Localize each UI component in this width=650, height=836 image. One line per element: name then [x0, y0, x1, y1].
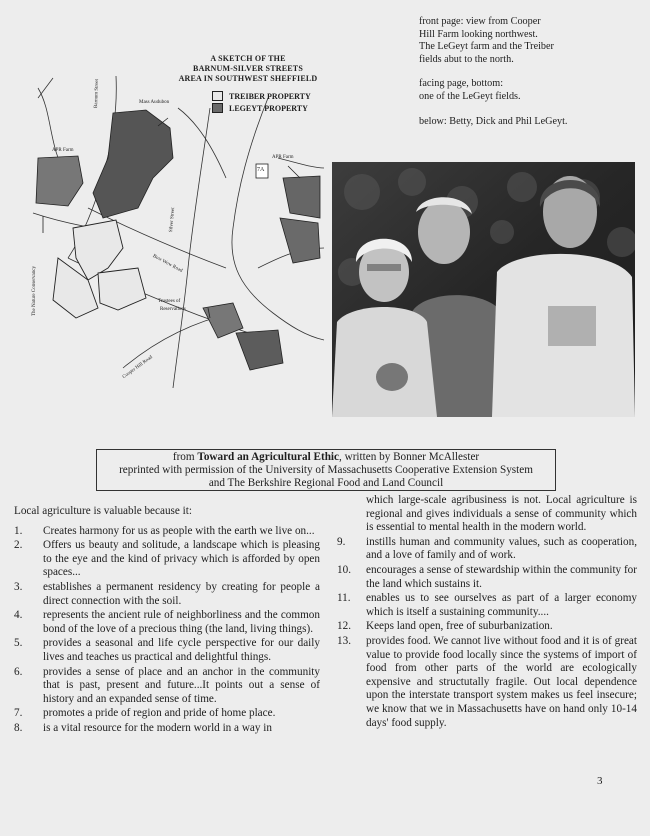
list-item: [14, 525, 320, 539]
map-title-line: BARNUM-SILVER STREETS: [193, 64, 303, 73]
item-number: 6.: [14, 665, 23, 678]
item-number: 2.: [14, 539, 23, 552]
item-text: is a vital resource for the modern world in a way in: [43, 721, 272, 734]
legend-item-legeyt: [212, 102, 311, 114]
item-number: 4.: [14, 609, 23, 622]
item-text: enables us to see ourselves as part of a larger economy which is itself a sustaining community....: [366, 592, 637, 618]
item-number: 9.: [337, 535, 346, 548]
credit-from: from: [172, 451, 198, 463]
list-item: [337, 635, 637, 730]
caption-line: front page: view from Cooper: [419, 16, 541, 27]
credit-line-3: and The Berkshire Regional Food and Land Council: [208, 477, 444, 490]
map-label-cooper-hill-road: Cooper Hill Road: [122, 355, 154, 381]
map-label-barnum-street: Barnum Street: [94, 78, 101, 109]
credit-box: [96, 449, 556, 491]
legend-label: TREIBER PROPERTY: [229, 91, 311, 101]
item-text: represents the ancient rule of neighborliness and the common bond of the love of a precious thing (the land, living things).: [43, 609, 320, 635]
map-title-line: AREA IN SOUTHWEST SHEFFIELD: [178, 74, 318, 83]
map-label-apr-farm-left: APR Farm: [52, 148, 74, 153]
page-number: 3: [597, 775, 603, 787]
map-legend: [212, 90, 311, 114]
map-title: [173, 54, 323, 84]
list-item: [14, 637, 320, 664]
list-item: [337, 592, 637, 619]
caption-line: Hill Farm looking northwest.: [419, 28, 538, 40]
item-text: provides a seasonal and life cycle perspective for our daily lives and teaches us practical and delightful things.: [43, 637, 320, 663]
item-text: provides food. We cannot live without food and it is of great value to provide food locally since the systems of import of food from other parts of the world are ecologically expensive and structutally fragile. Out local dependence upon the interstate transport system makes us feel insecure; we know that we in Massachusetts have on hand only 10-14 days' food supply.: [366, 634, 637, 729]
legend-item-treiber: [212, 90, 311, 102]
caption-below: [419, 116, 639, 129]
list-item: [14, 539, 320, 580]
item-number: 3.: [14, 580, 23, 593]
right-column: [337, 494, 637, 731]
item-number: 5.: [14, 637, 23, 650]
credit-author: , written by Bonner McAllester: [339, 451, 480, 463]
item-number: 11.: [337, 592, 351, 605]
list-item: [14, 707, 320, 721]
caption-front-page: [419, 16, 639, 66]
family-photo: [332, 162, 635, 417]
item-8-continuation: which large-scale agribusiness is not. Local agriculture is regional and gives individuals a sense of community which is essential to mental health in the modern world.: [366, 494, 637, 534]
item-number: 10.: [337, 563, 351, 576]
item-text: instills human and community values, such as cooperation, and a love of family and of work.: [366, 535, 637, 562]
credit-title: Toward an Agricultural Ethic: [197, 451, 340, 463]
list-item: [337, 536, 637, 563]
map-label-mass-audubon: Mass Audubon: [139, 100, 170, 105]
item-text: Creates harmony for us as people with the earth we live on...: [43, 524, 315, 537]
property-map: [28, 18, 326, 390]
legend-swatch-light: [212, 91, 223, 101]
credit-line-1: [97, 451, 555, 464]
map-label-apr-farm-right: APR Farm: [272, 155, 294, 160]
legend-label: LEGEYT PROPERTY: [229, 103, 308, 113]
left-column: [14, 505, 320, 737]
intro-text: Local agriculture is valuable because it:: [14, 505, 192, 517]
item-number: 13.: [337, 634, 351, 647]
list-item: [14, 581, 320, 608]
item-number: 1.: [14, 524, 23, 537]
list-item: [14, 666, 320, 707]
list-item: [14, 722, 320, 736]
map-label-reservations: Reservations: [160, 307, 186, 312]
caption-line: below: Betty, Dick and Phil LeGeyt.: [419, 115, 568, 127]
caption-facing-page: [419, 78, 639, 103]
map-label-nature-conservancy: The Nature Conservancy: [32, 266, 37, 316]
item-text: Offers us beauty and solitude, a landscape which is pleasing to the eye and the kind of privacy which is afforded by open spaces...: [43, 539, 320, 579]
item-text: encourages a sense of stewardship within the community for the land which sustains it.: [366, 563, 637, 590]
caption-line: The LeGeyt farm and the Treiber: [419, 41, 554, 53]
map-title-line: A SKETCH OF THE: [210, 54, 286, 63]
item-number: 12.: [337, 620, 351, 633]
list-item: [14, 609, 320, 636]
item-text: Keeps land open, free of suburbanization.: [366, 620, 553, 633]
photo-captions: [419, 16, 639, 140]
caption-line: fields abut to the north.: [419, 53, 514, 65]
item-number: 7.: [14, 707, 23, 720]
credit-line-2: reprinted with permission of the University of Massachusetts Cooperative Extension System: [119, 464, 533, 477]
map-label-trustees: Trustees of: [158, 299, 181, 304]
list-item: [337, 564, 637, 591]
list-item: [337, 620, 637, 634]
caption-line: facing page, bottom:: [419, 78, 504, 90]
map-label-silver-street: Silver Street: [169, 207, 177, 233]
legend-swatch-dark: [212, 103, 223, 113]
item-number: 8.: [14, 721, 23, 734]
item-text: establishes a permanent residency by creating for people a direct connection with the soil.: [43, 580, 320, 607]
caption-line: one of the LeGeyt fields.: [419, 90, 521, 102]
item-text: promotes a pride of region and pride of home place.: [43, 707, 276, 720]
map-label-bow-wow-road: Bow Wow Road: [151, 254, 183, 274]
item-text: provides a sense of place and an anchor in the community that is past, present and future...It points out a sense of history and an expanded sense of time.: [43, 665, 320, 705]
map-label-route: 7A: [257, 167, 265, 173]
